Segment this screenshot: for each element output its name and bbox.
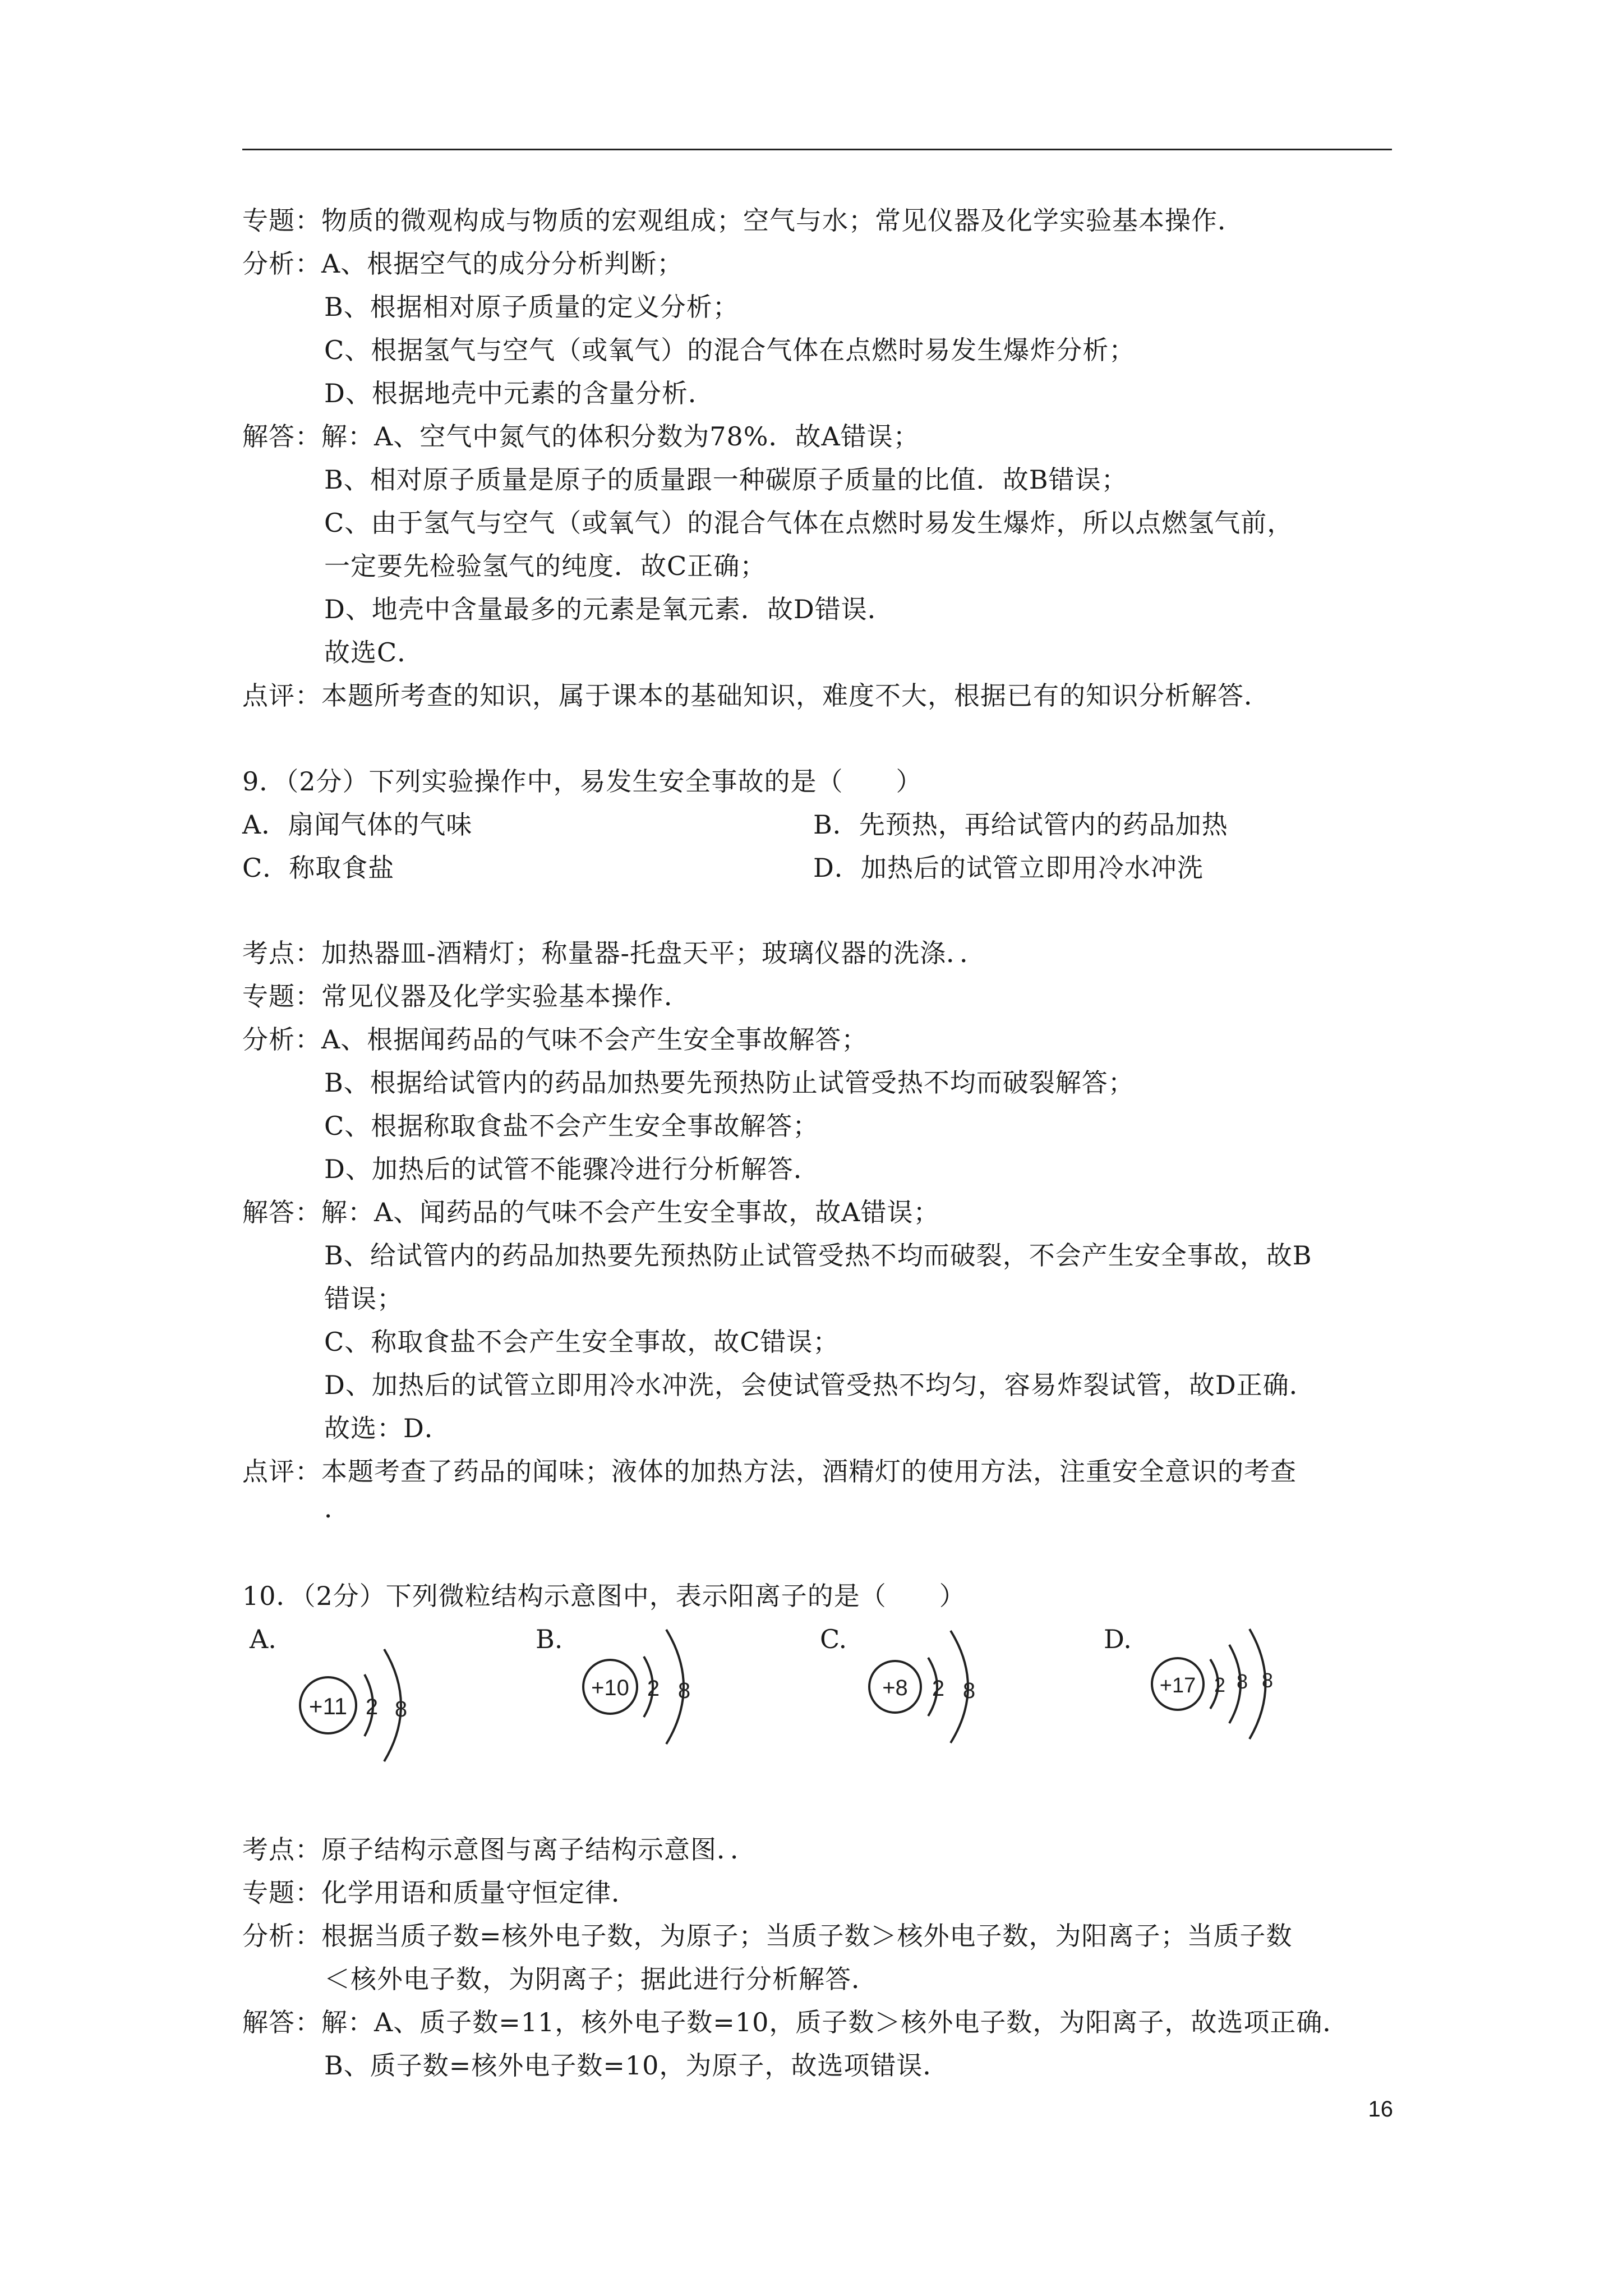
text-line: 解答：解：A、质子数=11，核外电子数=10，质子数＞核外电子数，为阳离子，故选项正确． bbox=[242, 2007, 1349, 2037]
question-9-option-c: C．称取食盐 bbox=[242, 853, 395, 883]
text-line: D、地壳中含量最多的元素是氧元素．故D错误． bbox=[324, 594, 894, 624]
header-rule bbox=[242, 149, 1392, 150]
text-line: 专题：物质的微观构成与物质的宏观组成；空气与水；常见仪器及化学实验基本操作． bbox=[242, 205, 1244, 236]
question-9-stem: 9．（2分）下列实验操作中，易发生安全事故的是（ ） bbox=[242, 766, 923, 797]
text-line: B、相对原子质量是原子的质量跟一种碳原子质量的比值．故B错误； bbox=[324, 464, 1128, 495]
text-line: 考点：原子结构示意图与离子结构示意图．． bbox=[242, 1834, 757, 1865]
page-number: 16 bbox=[1368, 2097, 1393, 2122]
text-line: 分析：A、根据闻药品的气味不会产生安全事故解答； bbox=[242, 1024, 868, 1055]
shell-electron-count: 8 bbox=[1261, 1669, 1274, 1692]
diagram-d-label: D. bbox=[1104, 1624, 1132, 1654]
text-line: D、根据地壳中元素的含量分析． bbox=[324, 378, 714, 408]
nucleus-charge: +11 bbox=[308, 1693, 348, 1719]
shell-electron-count: 8 bbox=[1236, 1670, 1248, 1693]
text-line: ． bbox=[324, 1493, 351, 1524]
text-line: 解答：解：A、空气中氮气的体积分数为78%．故A错误； bbox=[242, 421, 920, 452]
shell-electron-count: 8 bbox=[962, 1678, 976, 1703]
nucleus-charge: +10 bbox=[591, 1676, 629, 1700]
text-line: C、由于氢气与空气（或氧气）的混合气体在点燃时易发生爆炸，所以点燃氢气前， bbox=[324, 508, 1294, 538]
text-line: 专题：常见仪器及化学实验基本操作． bbox=[242, 981, 690, 1011]
text-line: 考点：加热器皿-酒精灯；称量器-托盘天平；玻璃仪器的洗涤．． bbox=[242, 938, 986, 968]
text-line: 一定要先检验氢气的纯度．故C正确； bbox=[324, 551, 767, 581]
nucleus-charge: +17 bbox=[1159, 1674, 1196, 1697]
text-line: 故选C． bbox=[324, 637, 424, 668]
text-line: C、称取食盐不会产生安全事故，故C错误； bbox=[324, 1327, 840, 1357]
shell-electron-count: 8 bbox=[394, 1697, 408, 1722]
text-line: 错误； bbox=[324, 1283, 403, 1314]
question-9-option-a: A．扇闻气体的气味 bbox=[242, 809, 473, 840]
text-line: C、根据称取食盐不会产生安全事故解答； bbox=[324, 1111, 819, 1141]
text-line: 故选：D． bbox=[324, 1413, 451, 1443]
shell-electron-count: 2 bbox=[647, 1676, 660, 1701]
atom-diagram-b bbox=[578, 1624, 707, 1764]
shell-electron-count: 2 bbox=[932, 1676, 945, 1701]
text-line: 解答：解：A、闻药品的气味不会产生安全事故，故A错误； bbox=[242, 1197, 940, 1227]
question-10-stem: 10．（2分）下列微粒结构示意图中，表示阳离子的是（ ） bbox=[242, 1581, 966, 1611]
atom-diagram-d bbox=[1144, 1621, 1301, 1761]
text-line: 分析：A、根据空气的成分分析判断； bbox=[242, 249, 684, 279]
text-line: D、加热后的试管立即用冷水冲洗，会使试管受热不均匀，容易炸裂试管，故D正确． bbox=[324, 1370, 1316, 1400]
text-line: 分析：根据当质子数=核外电子数，为原子；当质子数＞核外电子数，为阳离子；当质子数 bbox=[242, 1921, 1293, 1951]
text-line: 专题：化学用语和质量守恒定律． bbox=[242, 1878, 638, 1908]
atom-diagram-c bbox=[864, 1624, 993, 1764]
shell-electron-count: 8 bbox=[677, 1678, 691, 1703]
atom-diagram-a bbox=[292, 1627, 421, 1773]
text-line: D、加热后的试管不能骤冷进行分析解答． bbox=[324, 1154, 820, 1184]
text-line: B、根据给试管内的药品加热要先预热防止试管受热不均而破裂解答； bbox=[324, 1068, 1135, 1098]
question-9-option-b: B．先预热，再给试管内的药品加热 bbox=[813, 809, 1228, 840]
shell-electron-count: 2 bbox=[1214, 1673, 1226, 1696]
text-line: B、根据相对原子质量的定义分析； bbox=[324, 292, 739, 322]
text-line: B、给试管内的药品加热要先预热防止试管受热不均而破裂，不会产生安全事故，故B bbox=[324, 1240, 1312, 1271]
diagram-c-label: C. bbox=[820, 1624, 847, 1654]
text-line: 点评：本题考查了药品的闻味；液体的加热方法，酒精灯的使用方法，注重安全意识的考查 bbox=[242, 1456, 1297, 1487]
text-line: B、质子数=核外电子数=10，为原子，故选项错误． bbox=[324, 2050, 949, 2081]
question-9-option-d: D．加热后的试管立即用冷水冲洗 bbox=[813, 853, 1204, 883]
text-line: 点评：本题所考查的知识，属于课本的基础知识，难度不大，根据已有的知识分析解答． bbox=[242, 680, 1270, 711]
text-line: C、根据氢气与空气（或氧气）的混合气体在点燃时易发生爆炸分析； bbox=[324, 335, 1136, 365]
diagram-a-label: A. bbox=[250, 1624, 276, 1654]
text-line: ＜核外电子数，为阴离子；据此进行分析解答． bbox=[324, 1964, 878, 1994]
shell-electron-count: 2 bbox=[365, 1695, 379, 1719]
nucleus-charge: +8 bbox=[882, 1676, 908, 1700]
diagram-b-label: B. bbox=[536, 1624, 563, 1654]
